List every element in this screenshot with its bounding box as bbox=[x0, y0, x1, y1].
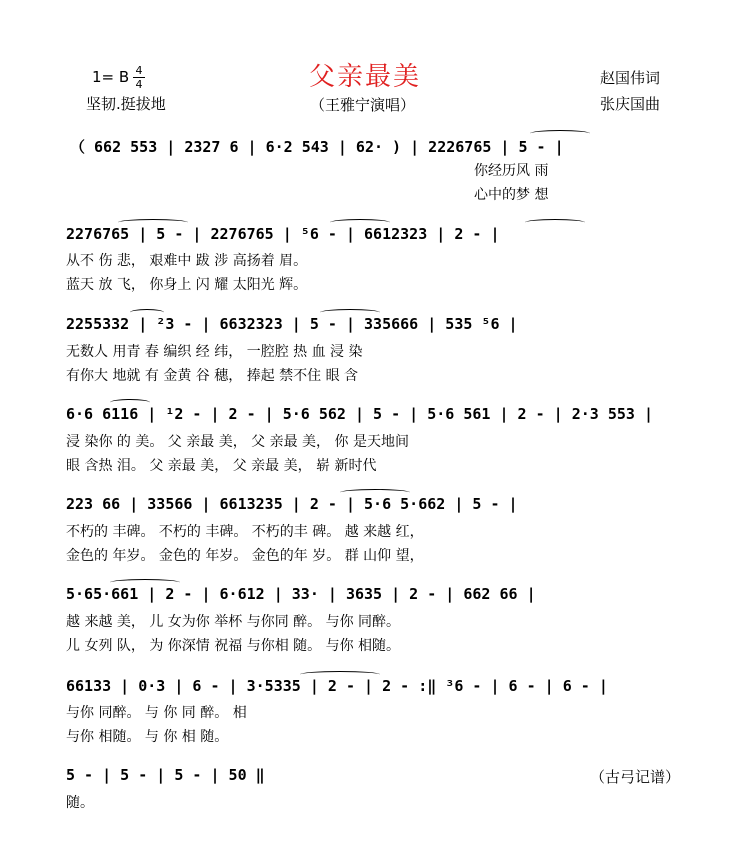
lyricist: 赵国伟词 bbox=[600, 69, 661, 87]
slur-line-2c bbox=[525, 219, 585, 226]
slur-line-5a bbox=[340, 489, 410, 496]
score-line-3-lyrics-2: 有你大 地就 有 金黄 谷 穗， 捧起 禁不住 眼 含 bbox=[66, 368, 359, 384]
singer: （王雅宁演唱） bbox=[310, 96, 416, 114]
score-line-6-lyrics-1: 越 来越 美， 儿 女为你 举杯 与你同 醉。 与你 同醉。 bbox=[66, 614, 401, 630]
slur-line-7a bbox=[300, 671, 380, 678]
slur-line-4a bbox=[110, 399, 150, 406]
time-signature bbox=[133, 65, 145, 90]
score-line-5-lyrics-2: 金色的 年岁。 金色的 年岁。 金色的年 岁。 群 山仰 望， bbox=[66, 548, 424, 564]
slur-line-1 bbox=[530, 130, 590, 137]
score-line-7-lyrics-1: 与你 同醉。 与 你 同 醉。 相 bbox=[66, 705, 247, 721]
score-line-2-notes: 2276765 | 5 - | 2276765 | ⁵6 - | 6612323 | 2 - | bbox=[66, 225, 500, 243]
score-line-5-notes: 223 66 | 33566 | 6613235 | 2 - | 5·6 5·662 | 5 - | bbox=[66, 495, 518, 513]
score-line-4-notes: 6·6 6116 | ¹2 - | 2 - | 5·6 562 | 5 - | 5·6 561 | 2 - | 2·3 553 | bbox=[66, 405, 653, 423]
score-line-6-lyrics-2: 儿 女列 队， 为 你深情 祝福 与你相 随。 与你 相随。 bbox=[66, 638, 401, 654]
score-line-7-notes: 66133 | 0·3 | 6 - | 3·5335 | 2 - | 2 - :‖ ³6 - | 6 - | 6 - | bbox=[66, 677, 608, 695]
score-line-1-notes: （ 662 553 | 2327 6 | 6·2 543 | 62· ) | 2226765 | 5 - | bbox=[70, 138, 564, 156]
score-line-6-notes: 5·65·661 | 2 - | 6·612 | 33· | 3635 | 2 - | 662 66 | bbox=[66, 585, 536, 603]
score-line-8-notes: 5 - | 5 - | 5 - | 50 ‖ bbox=[66, 766, 265, 784]
tempo-marking: 坚韧.挺拔地 bbox=[86, 95, 166, 113]
score-line-4-lyrics-2: 眼 含热 泪。 父 亲最 美， 父 亲最 美， 崭 新时代 bbox=[66, 458, 377, 474]
score-line-2-lyrics-2: 蓝天 放 飞， 你身上 闪 耀 太阳光 辉。 bbox=[66, 277, 308, 293]
time-signature-top: 4 bbox=[135, 64, 143, 77]
slur-line-3a bbox=[130, 309, 164, 316]
score-line-3-notes: 2255332 | ²3 - | 6632323 | 5 - | 335666 | 535 ⁵6 | bbox=[66, 315, 518, 333]
composer: 张庆国曲 bbox=[600, 95, 661, 113]
transcription-credit: （古弓记谱） bbox=[590, 768, 681, 786]
song-title: 父亲最美 bbox=[309, 62, 422, 92]
score-line-4-lyrics-1: 浸 染你 的 美。 父 亲最 美， 父 亲最 美， 你 是天地间 bbox=[66, 434, 409, 450]
slur-line-2b bbox=[330, 219, 390, 226]
score-line-2-lyrics-1: 从不 伤 悲， 艰难中 跋 涉 高扬着 眉。 bbox=[66, 253, 308, 269]
slur-line-3b bbox=[320, 309, 380, 316]
slur-line-6a bbox=[110, 579, 180, 586]
score-line-1-lyrics-2: 心中的梦 想 bbox=[474, 187, 549, 203]
score-line-3-lyrics-1: 无数人 用青 春 编织 经 纬， 一腔腔 热 血 浸 染 bbox=[66, 344, 363, 360]
key-signature: 1= B bbox=[92, 68, 130, 86]
score-line-1-lyrics-1: 你经历风 雨 bbox=[474, 163, 549, 179]
score-line-5-lyrics-1: 不朽的 丰碑。 不朽的 丰碑。 不朽的丰 碑。 越 来越 红， bbox=[66, 524, 424, 540]
slur-line-2a bbox=[118, 219, 188, 226]
score-line-8-lyrics-1: 随。 bbox=[66, 795, 94, 811]
score-line-7-lyrics-2: 与你 相随。 与 你 相 随。 bbox=[66, 729, 229, 745]
time-signature-bottom: 4 bbox=[135, 78, 143, 91]
